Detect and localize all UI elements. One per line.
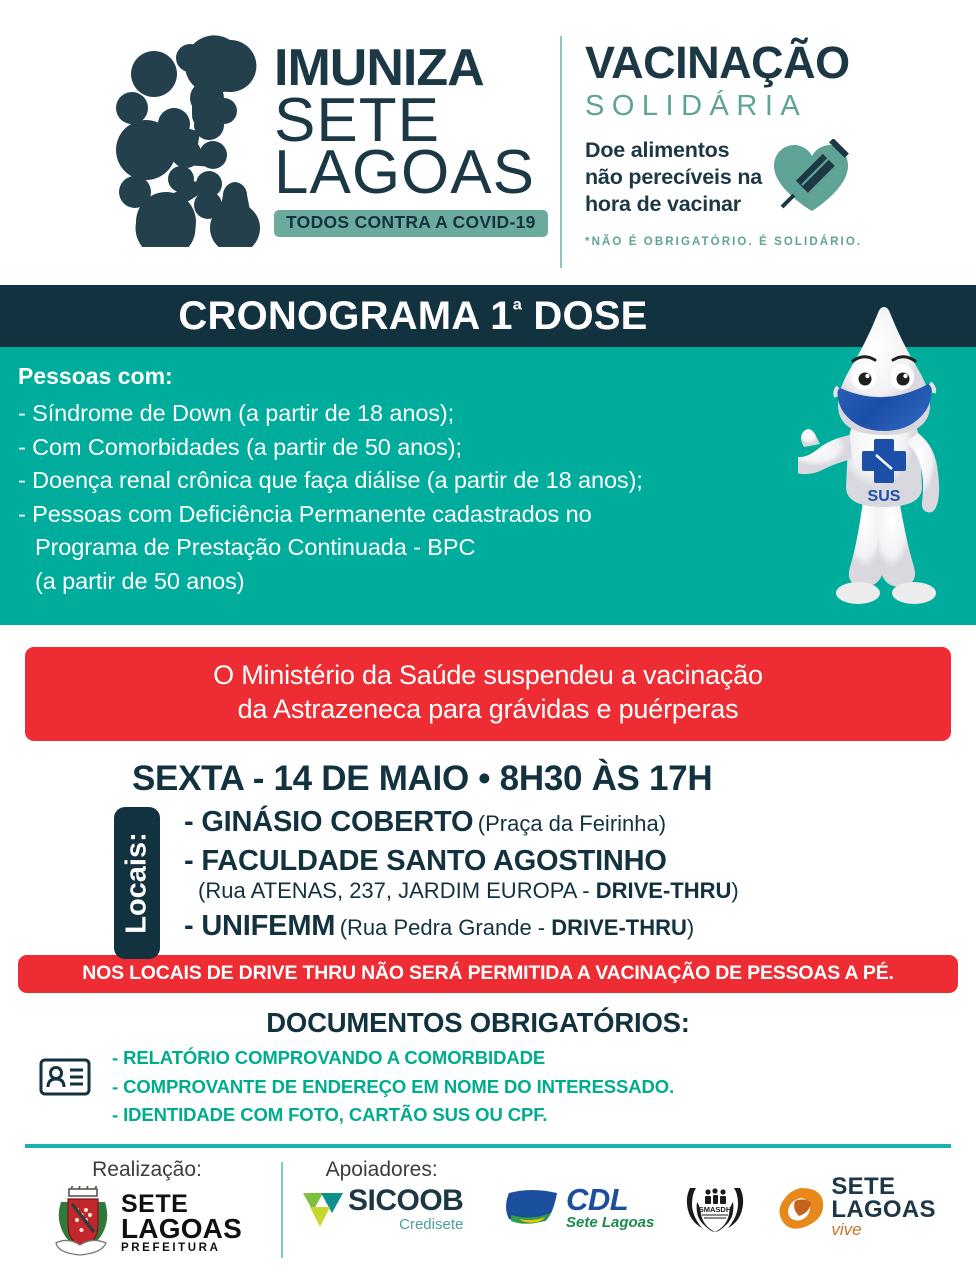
- cdl-name: CDL: [566, 1182, 629, 1218]
- campaign-title: VACINAÇÃO: [585, 37, 850, 88]
- locals-label-text: Locais:: [120, 831, 153, 934]
- eligibility-lead: Pessoas com:: [18, 363, 173, 389]
- locations-list: [184, 805, 976, 944]
- schedule-date-time: SEXTA - 14 DE MAIO • 8H30 ÀS 17H: [132, 758, 713, 798]
- smasdh-name: SMASDH: [699, 1205, 732, 1215]
- astrazeneca-alert-banner: [25, 647, 951, 741]
- drive-thru-warning-strip: [18, 955, 958, 993]
- location-item: [184, 805, 976, 839]
- id-card-icon: [38, 1050, 92, 1104]
- poster-header: [0, 0, 976, 285]
- note-prefix: (Rua Pedra Grande -: [339, 914, 552, 940]
- note-suffix: ): [686, 914, 695, 940]
- eligibility-section: [0, 347, 976, 625]
- location-name: - UNIFEMM: [184, 909, 336, 942]
- brand-line-lagoas: LAGOAS: [274, 138, 535, 208]
- alert-line-1: O Ministério da Saúde suspendeu a vacinação: [213, 660, 763, 690]
- eligibility-list: [18, 397, 818, 599]
- imuniza-wordmark: [274, 39, 548, 237]
- campaign-footnote: *NÃO É OBRIGATÓRIO. É SOLIDÁRIO.: [585, 236, 863, 249]
- prefeitura-line-2: LAGOAS: [121, 1213, 242, 1245]
- document-item: - RELATÓRIO COMPROVANDO A COMORBIDADE: [112, 1047, 546, 1069]
- coat-of-arms-icon: [52, 1186, 114, 1260]
- page-title: [178, 294, 647, 339]
- location-note: (Praça da Feirinha): [477, 810, 667, 836]
- sicoob-wordmark: [348, 1186, 463, 1232]
- prefeitura-line-1: SETE: [121, 1190, 189, 1219]
- location-item: [184, 909, 976, 943]
- eligibility-item: - Pessoas com Deficiência Permanente cadastrados no: [18, 500, 592, 527]
- cdl-sub: Sete Lagoas: [566, 1214, 655, 1232]
- cdl-logo: [505, 1184, 654, 1230]
- footer-vertical-divider: [281, 1162, 283, 1258]
- molecule-blob-logo-icon: [112, 32, 264, 247]
- sete-lagoas-vive-wordmark: [831, 1173, 936, 1240]
- alert-line-2: da Astrazeneca para grávidas e puérperas: [237, 693, 739, 724]
- donate-line-1: Doe alimentos: [585, 138, 730, 162]
- donate-line-2: não perecíveis na: [585, 165, 763, 190]
- eligibility-item: - Doença renal crônica que faça diálise (a partir de 18 anos);: [18, 467, 643, 494]
- documents-list: [112, 1044, 674, 1130]
- slv-line-2: LAGOAS: [831, 1195, 936, 1223]
- slv-line-1: SETE: [831, 1173, 896, 1201]
- realizacao-block: [52, 1158, 242, 1260]
- eligibility-continuation: Programa de Prestação Continuada - BPC: [35, 534, 476, 561]
- apoiadores-block: [300, 1158, 463, 1232]
- realizacao-label: Realização:: [92, 1158, 202, 1182]
- drive-thru-warning-text: NOS LOCAIS DE DRIVE THRU NÃO SERÁ PERMITIDA A VACINAÇÃO DE PESSOAS A PÉ.: [82, 962, 894, 985]
- apoiadores-label: Apoiadores:: [325, 1158, 438, 1182]
- eligibility-item: - Síndrome de Down (a partir de 18 anos);: [18, 400, 455, 426]
- sete-lagoas-vive-mark-icon: [776, 1184, 826, 1230]
- document-item: - IDENTIDADE COM FOTO, CARTÃO SUS OU CPF.: [112, 1104, 548, 1126]
- cdl-mark-icon: [505, 1185, 563, 1229]
- sponsor-logos: [505, 1173, 936, 1240]
- svg-text:SUS: SUS: [867, 488, 901, 505]
- smasdh-logo: [682, 1182, 748, 1232]
- address-drive-thru: DRIVE-THRU: [595, 877, 732, 903]
- brand-line-sete: SETE: [274, 86, 440, 156]
- location-note: [340, 915, 695, 940]
- smasdh-hands-icon: [682, 1182, 748, 1232]
- location-address: [198, 878, 976, 904]
- poster-footer: [0, 1148, 976, 1260]
- sete-lagoas-vive-logo: [776, 1173, 936, 1240]
- location-name: - GINÁSIO COBERTO: [184, 805, 474, 838]
- covid-tagline-badge: TODOS CONTRA A COVID-19: [274, 210, 548, 237]
- imuniza-brand-lockup: [112, 32, 548, 247]
- sicoob-name: SICOOB: [347, 1184, 464, 1218]
- brand-line-imuniza: IMUNIZA: [274, 39, 484, 98]
- locals-label-badge: [114, 807, 160, 959]
- donate-line-3: hora de vacinar: [585, 192, 741, 217]
- eligibility-continuation: (a partir de 50 anos): [35, 567, 245, 594]
- prefeitura-wordmark: [121, 1192, 242, 1254]
- sicoob-mark-icon: [300, 1187, 346, 1231]
- title-dose: DOSE: [522, 293, 648, 338]
- sicoob-logo: [300, 1186, 463, 1232]
- campaign-subtitle: SOLIDÁRIA: [585, 90, 808, 122]
- prefeitura-line-3: PREFEITURA: [121, 1242, 221, 1255]
- header-divider: [560, 36, 562, 268]
- title-main: CRONOGRAMA 1: [178, 293, 513, 338]
- donation-message: [585, 137, 965, 218]
- address-suffix: ): [731, 877, 739, 903]
- title-ordinal: ª: [512, 297, 523, 325]
- schedule-section: [0, 759, 976, 944]
- sicoob-sub: Credisete: [399, 1216, 464, 1234]
- location-item: [184, 844, 976, 904]
- document-item: - COMPROVANTE DE ENDEREÇO EM NOME DO INTERESSADO.: [112, 1075, 675, 1097]
- ze-gotinha-mascot: [798, 305, 970, 625]
- slv-line-3: vive: [831, 1220, 862, 1240]
- required-documents-section: [0, 1007, 976, 1130]
- address-prefix: (Rua ATENAS, 237, JARDIM EUROPA -: [198, 877, 596, 903]
- prefeitura-logo: [52, 1186, 242, 1260]
- heart-syringe-icon: [766, 139, 858, 217]
- documents-heading: DOCUMENTOS OBRIGATÓRIOS:: [266, 1007, 690, 1039]
- cdl-wordmark: [566, 1184, 654, 1230]
- eligibility-item: - Com Comorbidades (a partir de 50 anos);: [18, 433, 462, 460]
- vacinacao-solidaria-block: [585, 37, 965, 249]
- note-drive-thru: DRIVE-THRU: [551, 914, 687, 940]
- location-name: - FACULDADE SANTO AGOSTINHO: [184, 844, 667, 877]
